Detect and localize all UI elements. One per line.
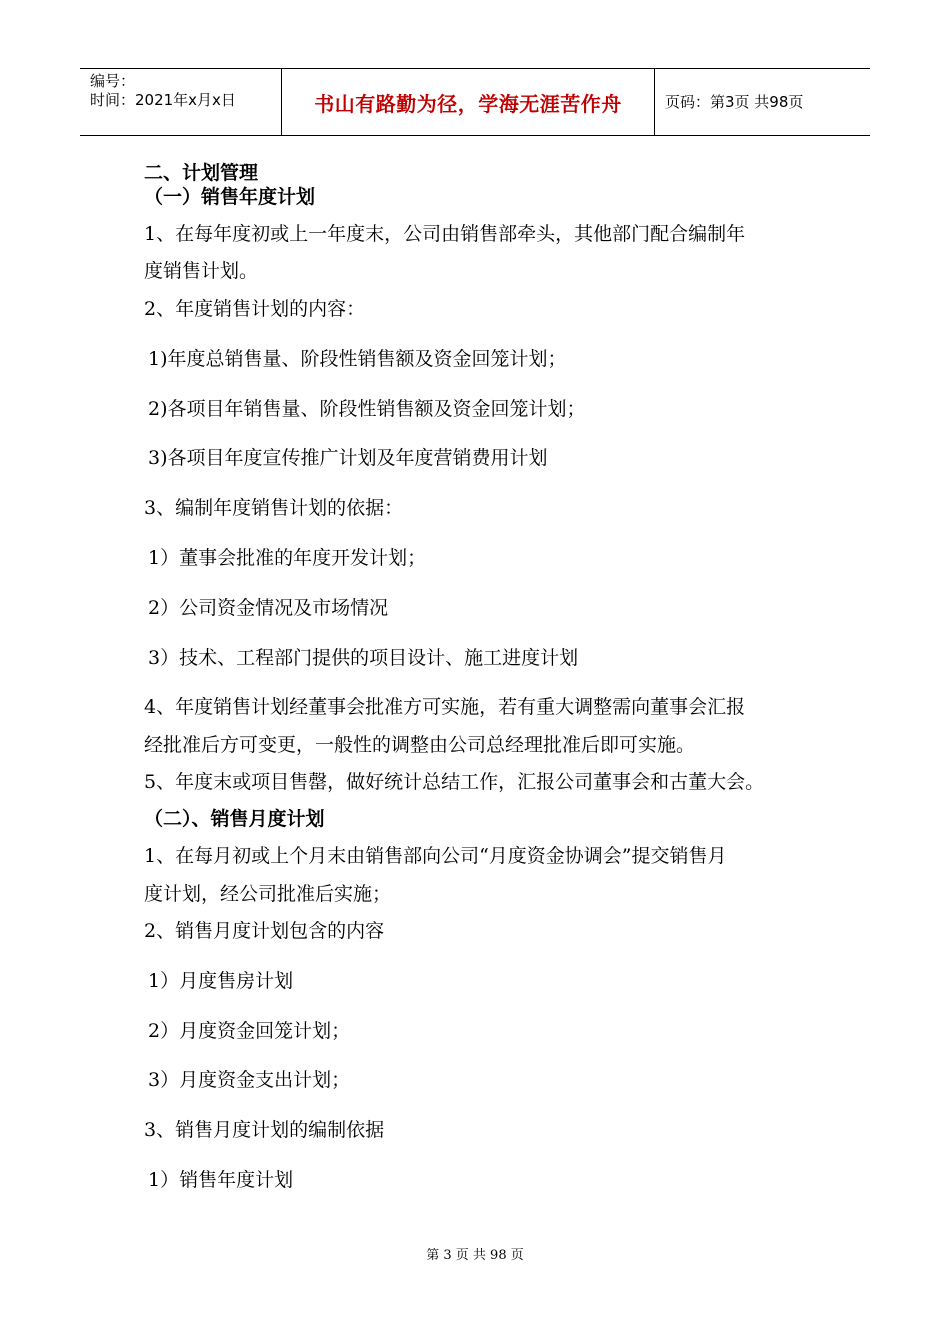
paragraph-line: 经批准后方可变更，一般性的调整由公司总经理批准后即可实施。 [144, 734, 696, 756]
paragraph-line: 1、在每月初或上个月末由销售部向公司“月度资金协调会”提交销售月 [144, 845, 727, 867]
paragraph-line: 3、销售月度计划的编制依据 [144, 1119, 385, 1141]
paragraph-line: 1、在每年度初或上一年度末，公司由销售部牵头，其他部门配合编制年 [144, 223, 746, 245]
page-header [80, 68, 870, 136]
section-heading: （一）销售年度计划 [144, 186, 316, 208]
paragraph-line: 1）月度售房计划 [148, 970, 294, 992]
paragraph-line: 3)各项目年度宣传推广计划及年度营销费用计划 [148, 447, 548, 469]
paragraph-line: 5、年度末或项目售罄，做好统计总结工作，汇报公司董事会和古董大会。 [144, 771, 765, 793]
paragraph-line: 3）月度资金支出计划； [148, 1069, 351, 1091]
paragraph-line: 2、年度销售计划的内容： [144, 298, 366, 320]
paragraph-line: 1）销售年度计划 [148, 1169, 294, 1191]
section-heading: 二、计划管理 [144, 162, 259, 184]
paragraph-line: 1）董事会批准的年度开发计划； [148, 547, 427, 569]
header-motto-cell [282, 69, 655, 136]
section-heading: （二）、销售月度计划 [144, 808, 325, 830]
paragraph-line: 1)年度总销售量、阶段性销售额及资金回笼计划； [148, 348, 567, 370]
paragraph-line: 度销售计划。 [144, 260, 259, 282]
header-page-cell [655, 69, 870, 136]
header-page-info: 页码：第3页 共98页 [665, 93, 804, 111]
document-number-label: 编号： [90, 72, 136, 90]
paragraph-line: 2)各项目年销售量、阶段性销售额及资金回笼计划； [148, 398, 586, 420]
paragraph-line: 3、编制年度销售计划的依据： [144, 497, 404, 519]
paragraph-line: 4、年度销售计划经董事会批准方可实施，若有重大调整需向董事会汇报 [144, 696, 746, 718]
paragraph-line: 2）公司资金情况及市场情况 [148, 597, 389, 619]
paragraph-line: 度计划，经公司批准后实施； [144, 883, 392, 905]
header-info-cell [80, 69, 282, 136]
paragraph-line: 3）技术、工程部门提供的项目设计、施工进度计划 [148, 647, 579, 669]
header-motto: 书山有路勤为径，学海无涯苦作舟 [314, 92, 622, 116]
page-footer: 第 3 页 共 98 页 [426, 1248, 524, 1263]
paragraph-line: 2）月度资金回笼计划； [148, 1020, 351, 1042]
document-time-label: 时间：2021年x月x日 [90, 91, 236, 109]
paragraph-line: 2、销售月度计划包含的内容 [144, 920, 385, 942]
